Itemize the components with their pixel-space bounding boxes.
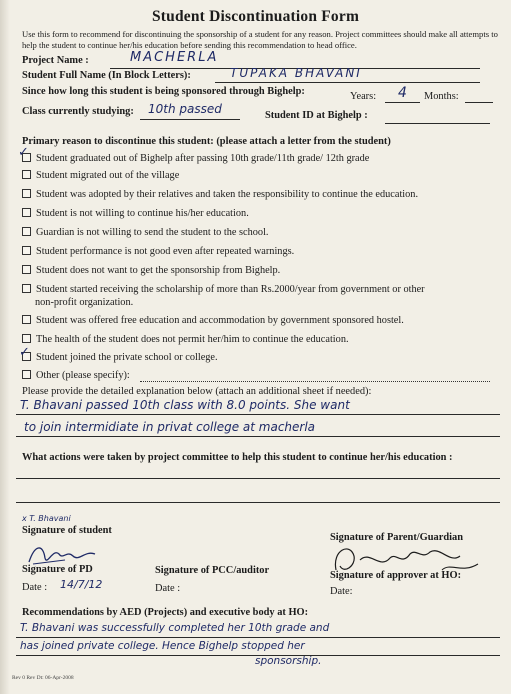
recommendations-heading: Recommendations by AED (Projects) and executive body at HO:	[22, 607, 309, 618]
check-mark-icon: ✓	[18, 145, 29, 160]
reason-option-guardian[interactable]	[22, 227, 269, 238]
reason-option-private-college[interactable]	[22, 352, 218, 363]
actions-prompt: What actions were taken by project committee to help this student to continue her/his education :	[22, 452, 453, 463]
reason-checkbox[interactable]	[22, 208, 31, 217]
explanation-rule-2	[16, 436, 500, 437]
reason-label: Student does not want to get the sponsorship from Bighelp.	[36, 265, 281, 276]
reason-checkbox[interactable]	[22, 170, 31, 179]
years-value[interactable]: 4	[398, 85, 407, 101]
explanation-line-2[interactable]: to join intermidiate in privat college at macherla	[24, 420, 316, 434]
class-label: Class currently studying:	[22, 106, 134, 117]
recommendation-line-1[interactable]: T. Bhavani was successfully completed her 10th grade and	[20, 622, 330, 634]
reason-label: Student performance is not good even after repeated warnings.	[36, 246, 295, 257]
reason-option-not-willing[interactable]	[22, 208, 249, 219]
reason-checkbox[interactable]	[22, 284, 31, 293]
reason-checkbox[interactable]	[22, 370, 31, 379]
pd-date-value[interactable]: 14/7/12	[60, 578, 103, 591]
check-mark-icon: ✓	[19, 345, 30, 360]
approver-date-label: Date:	[330, 586, 353, 597]
class-value[interactable]: 10th passed	[148, 102, 222, 116]
years-underline	[385, 102, 420, 103]
reason-option-other[interactable]	[22, 370, 130, 381]
pcc-date-label: Date :	[155, 583, 181, 594]
reason-label: Student graduated out of Bighelp after passing 10th grade/11th grade/ 12th grade	[36, 153, 370, 164]
class-underline	[140, 119, 240, 120]
reason-option-no-sponsorship[interactable]	[22, 265, 280, 276]
reason-option-adopted[interactable]	[22, 189, 418, 200]
explanation-line-1[interactable]: T. Bhavani passed 10th class with 8.0 points. She want	[20, 398, 350, 412]
sponsored-label: Since how long this student is being sponsored through Bighelp:	[22, 86, 305, 97]
reason-label: Guardian is not willing to send the student to the school.	[36, 227, 269, 238]
actions-rule-2	[16, 502, 500, 503]
reason-option-graduated[interactable]	[22, 153, 369, 164]
pcc-signature-label: Signature of PCC/auditor	[155, 565, 270, 576]
reason-label: Student is not willing to continue his/her education.	[36, 208, 249, 219]
form-intro: Use this form to recommend for discontinuing the sponsorship of a student for any reason. Project committees should make all attempts to help the student to continue her/his education before sending this recommendation to head office.	[22, 29, 498, 50]
parent-signature-label: Signature of Parent/Guardian	[330, 532, 463, 543]
reason-label: Student was offered free education and accommodation by government sponsored hostel.	[36, 315, 404, 326]
reason-label: The health of the student does not permit her/him to continue the education.	[36, 334, 349, 345]
pd-date-label: Date :	[22, 582, 48, 593]
months-label: Months:	[424, 91, 459, 102]
student-handwritten-name: x T. Bhavani	[22, 514, 71, 523]
reason-label: Student was adopted by their relatives and taken the responsibility to continue the education.	[36, 189, 419, 200]
reason-checkbox[interactable]	[22, 189, 31, 198]
recommendation-line-3[interactable]: sponsorship.	[255, 655, 322, 667]
reason-checkbox[interactable]	[22, 246, 31, 255]
project-label: Project Name :	[22, 55, 89, 66]
reason-checkbox[interactable]	[22, 334, 31, 343]
scan-edge-shadow	[0, 0, 10, 694]
form-title: Student Discontinuation Form	[151, 8, 360, 25]
project-value[interactable]: MACHERLA	[130, 50, 219, 65]
reason-checkbox[interactable]	[22, 227, 31, 236]
reason-label: Student started receiving the scholarship of more than Rs.2000/year from government or other	[36, 284, 425, 295]
months-underline	[465, 102, 493, 103]
reason-option-health[interactable]	[22, 334, 349, 345]
recommendation-line-2[interactable]: has joined private college. Hence Bighelp stopped her	[20, 640, 305, 652]
reason-option-hostel[interactable]	[22, 315, 404, 326]
student-name-underline	[215, 82, 480, 83]
revision-footer: Rev 0 Rev Dt: 06-Apr-2008	[12, 675, 74, 681]
reason-label: Other (please specify):	[36, 370, 130, 381]
reasons-heading: Primary reason to discontinue this student: (please attach a letter from the student)	[22, 136, 391, 147]
recommendation-rule-1	[16, 637, 500, 638]
pd-signature-label: Signature of PD	[22, 564, 93, 575]
other-specify-line	[140, 381, 490, 382]
reason-checkbox[interactable]	[22, 315, 31, 324]
reason-checkbox[interactable]	[22, 265, 31, 274]
explanation-rule-1	[16, 414, 500, 415]
student-id-label: Student ID at Bighelp :	[265, 110, 368, 121]
student-signature-label: Signature of student	[22, 525, 112, 536]
student-name-value[interactable]: TUPAKA BHAVANI	[230, 66, 362, 80]
actions-rule-1	[16, 478, 500, 479]
reason-option-scholarship[interactable]	[22, 284, 425, 295]
reason-label: Student migrated out of the village	[36, 170, 180, 181]
reason-label: Student joined the private school or college.	[36, 352, 218, 363]
student-id-underline	[385, 123, 490, 124]
explanation-prompt: Please provide the detailed explanation below (attach an additional sheet if needed):	[22, 386, 372, 397]
reason-option-migrated[interactable]	[22, 170, 179, 181]
years-label: Years:	[350, 91, 377, 102]
student-name-label: Student Full Name (In Block Letters):	[22, 70, 191, 81]
reason-scholarship-continuation: non-profit organization.	[35, 297, 134, 308]
approver-signature-label: Signature of approver at HO:	[330, 570, 462, 581]
reason-option-performance[interactable]	[22, 246, 294, 257]
